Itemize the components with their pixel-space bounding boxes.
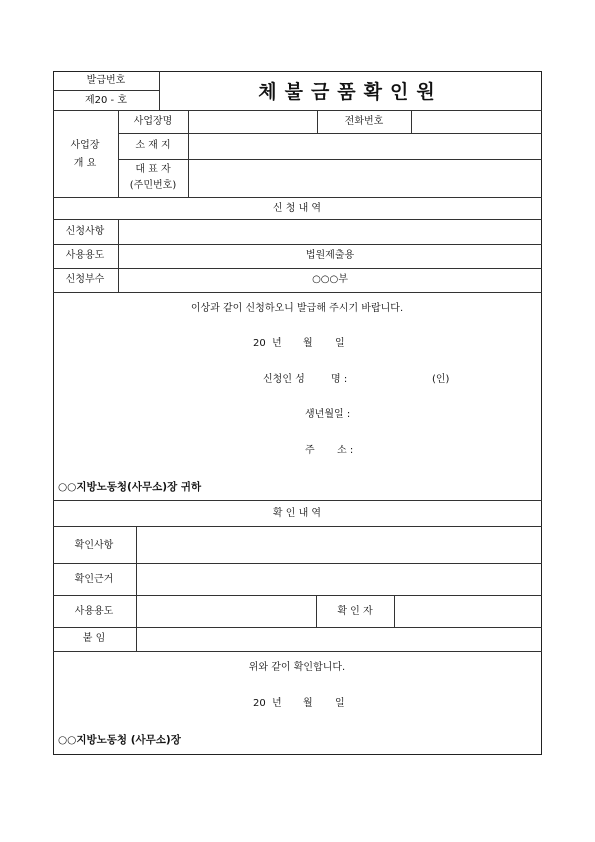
divider: [118, 159, 542, 160]
confirmer-field[interactable]: [396, 597, 541, 626]
application-statement: 이상과 같이 신청하오니 발급해 주시기 바랍니다.: [190, 303, 404, 314]
confirmation-basis-field[interactable]: [138, 565, 541, 594]
divider: [53, 563, 542, 564]
applicant-address-label: 소 :: [337, 445, 354, 456]
seal-mark: (인): [432, 374, 450, 385]
workplace-name-label: 사업장명: [133, 116, 173, 127]
application-date-day: 일: [335, 338, 345, 349]
copies-value: ○○○부: [312, 274, 348, 285]
confirmer-label: 확 인 자: [337, 606, 373, 617]
applicant-name-label: 명 :: [331, 374, 348, 385]
divider: [53, 197, 542, 198]
workplace-group-label: 개 요: [73, 158, 97, 169]
divider: [53, 526, 542, 527]
divider: [317, 110, 318, 133]
confirmation-date-month: 월: [303, 698, 313, 709]
divider: [53, 500, 542, 501]
confirmation-statement: 위와 같이 확인합니다.: [248, 662, 346, 673]
divider: [53, 627, 542, 628]
divider: [53, 651, 542, 652]
divider: [53, 244, 542, 245]
phone-label: 전화번호: [344, 116, 384, 127]
divider: [53, 268, 542, 269]
confirmation-usage-field[interactable]: [138, 597, 315, 626]
address-field[interactable]: [190, 135, 541, 158]
applicant-address-label: 주: [305, 445, 315, 456]
application-items-field[interactable]: [120, 221, 541, 243]
divider: [118, 110, 119, 197]
usage-label: 사용용도: [65, 250, 105, 261]
representative-field[interactable]: [190, 161, 541, 196]
issue-number-value: 제20 - 호: [84, 95, 128, 106]
divider: [316, 595, 317, 627]
confirmation-date-year: 20: [253, 698, 266, 709]
divider: [118, 219, 119, 292]
divider: [53, 110, 542, 111]
application-date-year: 20: [253, 338, 266, 349]
phone-field[interactable]: [413, 112, 541, 132]
issue-number-label: 발급번호: [86, 75, 126, 86]
birthdate-label: 생년월일 :: [305, 409, 351, 420]
divider: [394, 595, 395, 627]
confirmation-date-day: 일: [335, 698, 345, 709]
divider: [188, 110, 189, 197]
attachment-label: 붙 임: [82, 633, 106, 644]
divider: [53, 595, 542, 596]
application-date-year-unit: 년: [272, 338, 282, 349]
usage-value: 법원제출용: [305, 250, 355, 261]
representative-id-label: (주민번호): [129, 180, 177, 191]
representative-label: 대 표 자: [135, 164, 171, 175]
address-label: 소 재 지: [135, 140, 171, 151]
divider: [53, 219, 542, 220]
application-section-title: 신 청 내 역: [272, 203, 322, 214]
confirmation-items-label: 확인사항: [74, 540, 114, 551]
divider: [118, 133, 542, 134]
workplace-group-label: 사업장: [70, 140, 100, 151]
confirmation-usage-label: 사용용도: [74, 606, 114, 617]
applicant-name-label: 신청인 성: [263, 374, 305, 385]
confirmation-date-year-unit: 년: [272, 698, 282, 709]
issuer: ○○지방노동청 (사무소)장: [58, 734, 181, 746]
addressee: ○○지방노동청(사무소)장 귀하: [58, 481, 202, 493]
divider: [136, 526, 137, 651]
attachment-field[interactable]: [138, 629, 541, 650]
copies-label: 신청부수: [65, 274, 105, 285]
divider: [53, 292, 542, 293]
divider: [411, 110, 412, 133]
confirmation-items-field[interactable]: [138, 528, 541, 562]
application-date-month: 월: [303, 338, 313, 349]
application-items-label: 신청사항: [65, 226, 105, 237]
confirmation-section-title: 확 인 내 역: [272, 508, 322, 519]
page-title: 체불금품확인원: [258, 81, 443, 103]
workplace-name-field[interactable]: [190, 112, 316, 132]
divider: [53, 90, 159, 91]
confirmation-basis-label: 확인근거: [74, 574, 114, 585]
